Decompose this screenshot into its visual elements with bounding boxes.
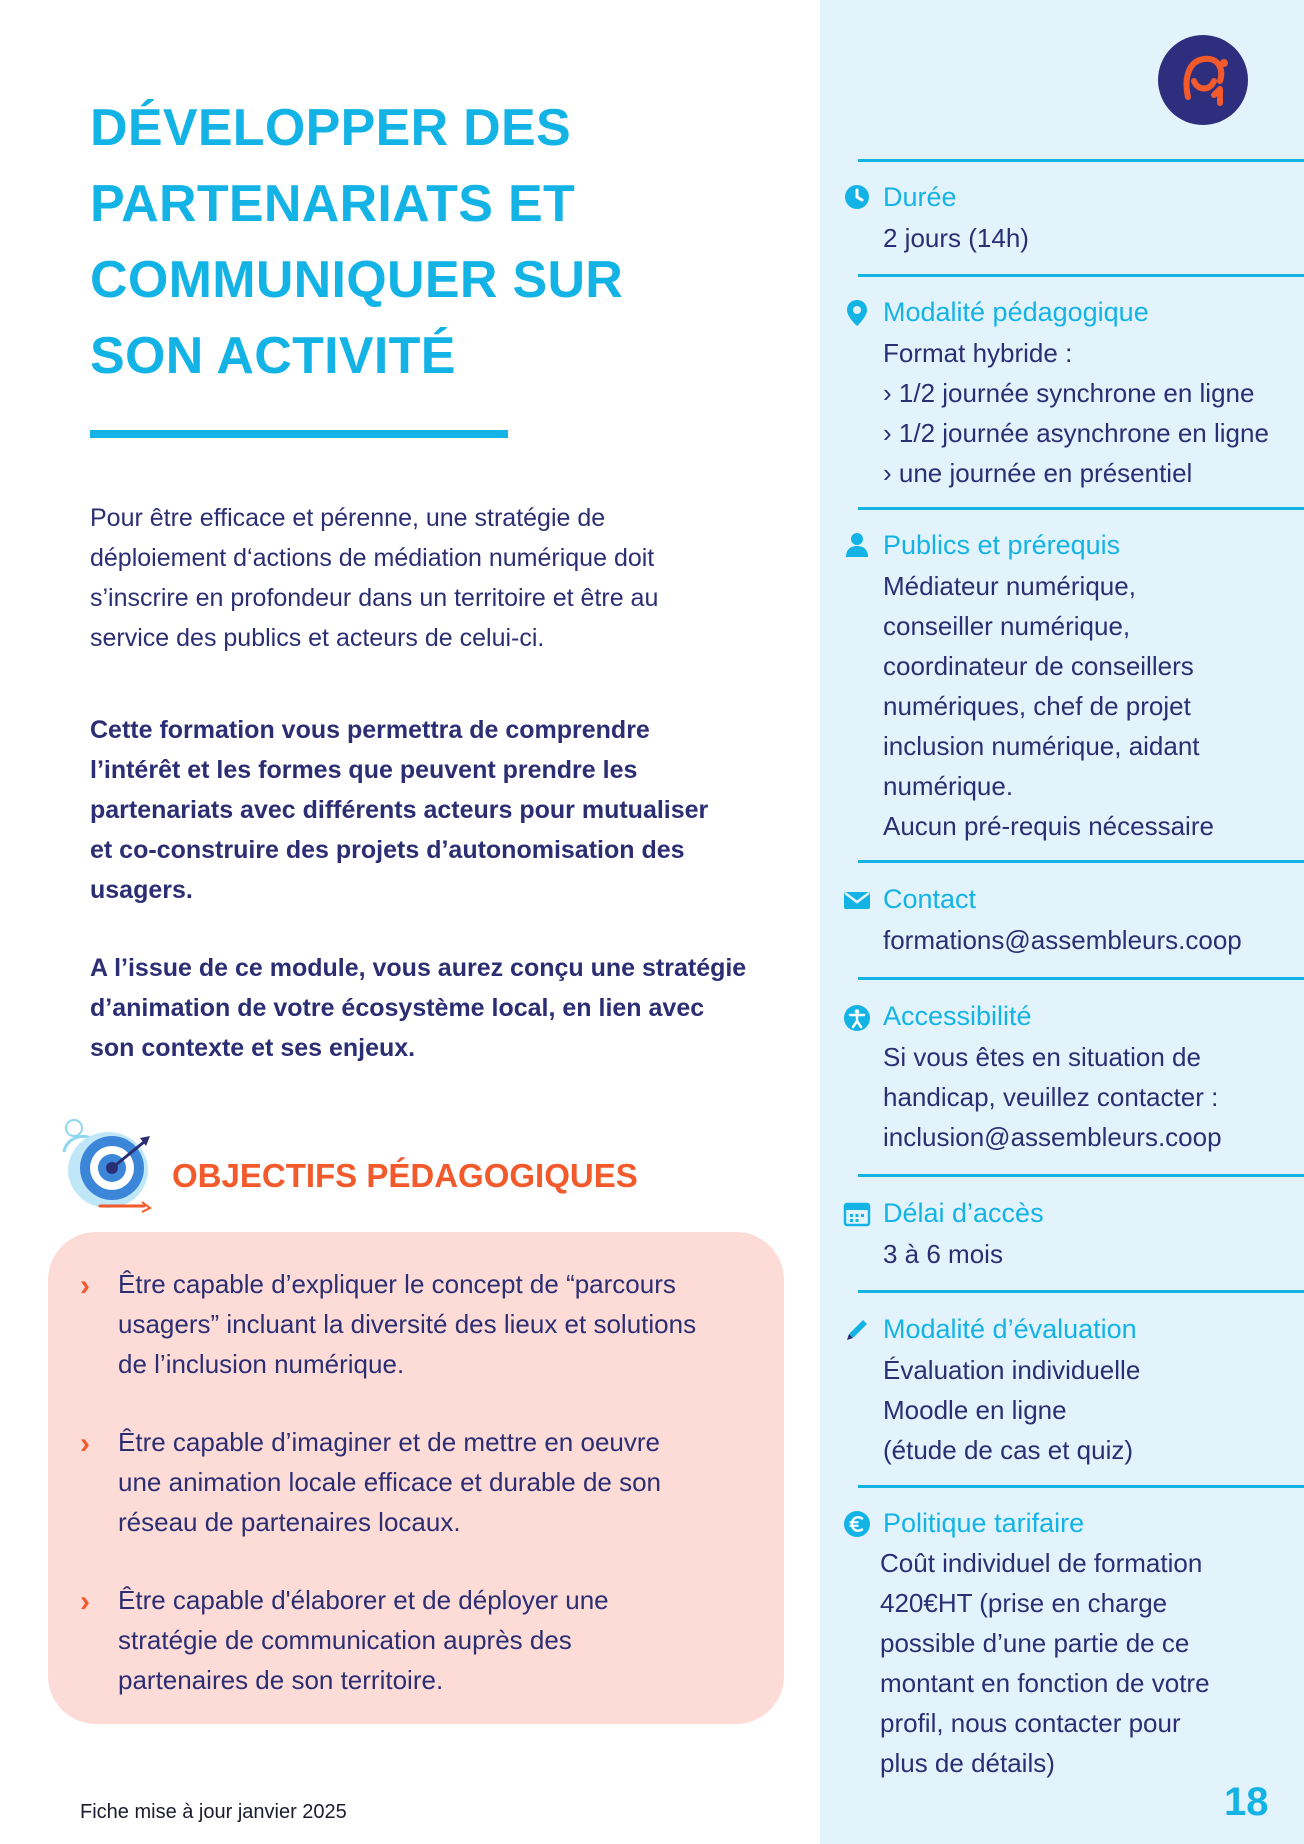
delai-title: Délai d’accès [883,1198,1044,1228]
tarif-line: montant en fonction de votre [880,1668,1210,1698]
section-divider [858,1290,1304,1293]
module-outcome [90,948,790,1068]
logo-icon [1158,35,1248,125]
summary-line: Cette formation vous permettra de comprendre [90,716,650,744]
clock-icon [842,182,872,212]
outcome-line: son contexte et ses enjeux. [90,1034,416,1062]
objective-line: Être capable d’imaginer et de mettre en oeuvre [118,1427,660,1457]
chevron-right-icon: › [80,1427,90,1460]
section-divider [858,1485,1304,1488]
modalite-line: Format hybride : [883,338,1073,368]
modalite-title: Modalité pédagogique [883,297,1149,327]
tarif-line: plus de détails) [880,1748,1055,1778]
objective-item [118,1264,758,1384]
page-title [90,90,730,394]
user-icon [842,530,872,560]
section-divider [858,860,1304,863]
intro-line: service des publics et acteurs de celui-ci. [90,624,545,652]
section-divider [858,1174,1304,1177]
chevron-right-icon: › [80,1269,90,1302]
evaluation-line: Moodle en ligne [883,1395,1067,1425]
update-note: Fiche mise à jour janvier 2025 [80,1801,347,1823]
page-title-line: SON ACTIVITÉ [90,327,456,385]
accessibilite-line: Si vous êtes en situation de [883,1042,1201,1072]
tarif-line: possible d’une partie de ce [880,1628,1190,1658]
intro-line: Pour être efficace et pérenne, une stratégie de [90,504,606,532]
intro-paragraph [90,498,770,658]
summary-line: l’intérêt et les formes que peuvent prendre les [90,756,638,784]
intro-line: s’inscrire en profondeur dans un territoire et être au [90,584,659,612]
euro-icon [842,1509,872,1539]
chevron-right-icon: › [80,1585,90,1618]
calendar-icon [842,1198,872,1228]
tarif-line: 420€HT (prise en charge [880,1588,1168,1618]
delai-body [883,1234,1303,1274]
accessibilite-email[interactable]: inclusion@assembleurs.coop [883,1122,1222,1152]
objective-item [118,1580,758,1700]
page-title-line: COMMUNIQUER SUR [90,251,624,309]
tarif-body [880,1543,1300,1783]
objective-line: une animation locale efficace et durable de son [118,1467,662,1497]
summary-line: partenariats avec différents acteurs pour mutualiser [90,796,709,824]
page-title-line: DÉVELOPPER DES [90,99,571,157]
evaluation-line: Évaluation individuelle [883,1355,1141,1385]
section-divider [858,274,1304,277]
objectives-title: OBJECTIFS PÉDAGOGIQUES [172,1157,638,1194]
objective-line: usagers” incluant la diversité des lieux et solutions [118,1309,697,1339]
contact-email[interactable]: formations@assembleurs.coop [883,925,1242,955]
objective-line: partenaires de son territoire. [118,1665,444,1695]
contact-body [883,920,1303,960]
publics-title: Publics et prérequis [883,530,1121,560]
section-divider [858,507,1304,510]
objective-line: Être capable d'élaborer et de déployer une [118,1585,609,1615]
modalite-line: › une journée en présentiel [883,458,1193,488]
publics-line: numériques, chef de projet [883,691,1191,721]
summary-line: et co-construire des projets d’autonomisation des [90,836,685,864]
evaluation-body [883,1350,1303,1470]
outcome-line: A l’issue de ce module, vous aurez conçu une stratégie [90,954,747,982]
objective-line: Être capable d’expliquer le concept de “parcours [118,1269,676,1299]
objective-line: réseau de partenaires locaux. [118,1507,461,1537]
delai-line: 3 à 6 mois [883,1239,1003,1269]
summary-line: usagers. [90,876,193,904]
accessibilite-line: handicap, veuillez contacter : [883,1082,1219,1112]
target-icon [56,1112,160,1216]
modalite-body [883,333,1303,493]
duree-line: 2 jours (14h) [883,223,1029,253]
objective-line: de l’inclusion numérique. [118,1349,405,1379]
duree-body [883,218,1303,258]
publics-line: coordinateur de conseillers [883,651,1194,681]
intro-line: déploiement d‘actions de médiation numérique doit [90,544,655,572]
section-divider [858,159,1304,162]
title-underline [90,430,508,438]
location-pin-icon [842,298,872,328]
duree-title: Durée [883,182,957,212]
accessibilite-title: Accessibilité [883,1001,1032,1031]
tarif-title: Politique tarifaire [883,1508,1085,1538]
objective-item [118,1422,758,1542]
publics-line: inclusion numérique, aidant [883,731,1200,761]
section-divider [858,977,1304,980]
publics-line: Aucun pré-requis nécessaire [883,811,1214,841]
tarif-line: profil, nous contacter pour [880,1708,1181,1738]
envelope-icon [842,885,872,915]
modalite-line: › 1/2 journée synchrone en ligne [883,378,1255,408]
publics-line: conseiller numérique, [883,611,1131,641]
outcome-line: d’animation de votre écosystème local, en lien avec [90,994,705,1022]
page-title-line: PARTENARIATS ET [90,175,576,233]
objective-line: stratégie de communication auprès des [118,1625,572,1655]
tarif-line: Coût individuel de formation [880,1548,1203,1578]
publics-line: numérique. [883,771,1014,801]
evaluation-title: Modalité d’évaluation [883,1314,1137,1344]
publics-line: Médiateur numérique, [883,571,1136,601]
accessibility-icon [842,1003,872,1033]
modalite-line: › 1/2 journée asynchrone en ligne [883,418,1269,448]
formation-summary [90,710,790,910]
accessibilite-body [883,1037,1303,1157]
evaluation-line: (étude de cas et quiz) [883,1435,1134,1465]
page-number: 18 [1224,1780,1269,1824]
pencil-icon [842,1314,872,1344]
publics-body [883,566,1303,846]
contact-title: Contact [883,884,977,914]
